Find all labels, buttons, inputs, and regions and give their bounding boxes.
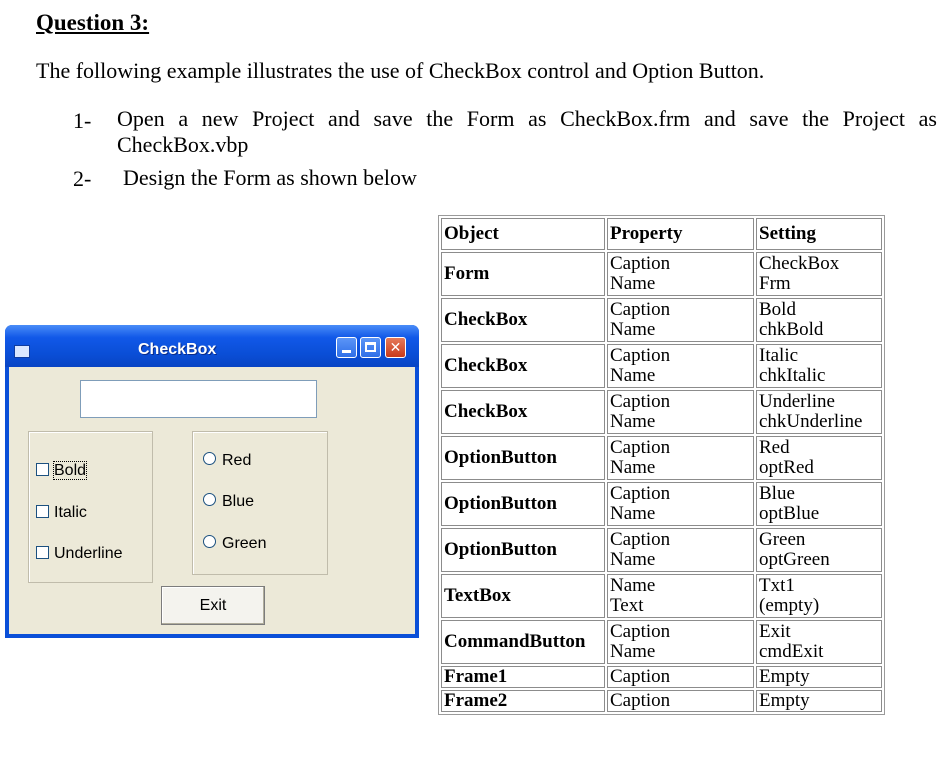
property-value: Name [610,641,656,662]
property-cell [607,620,754,664]
setting-value: optBlue [759,503,820,524]
setting-value: Empty [759,690,810,711]
form-icon [14,345,30,358]
setting-value: Underline [759,391,835,412]
step-text-continued: CheckBox.vbp [117,132,249,157]
setting-value: Italic [759,345,799,366]
property-cell [607,436,754,480]
property-cell [607,482,754,526]
property-cell [607,574,754,618]
setting-cell [756,666,882,688]
property-value: Name [610,273,656,294]
setting-value: Txt1 [759,575,795,596]
property-value: Name [610,457,656,478]
minimize-icon [342,350,351,353]
setting-value: Red [759,437,790,458]
table-row [441,690,882,712]
setting-value: (empty) [759,595,820,616]
object-cell: Frame1 [441,666,605,688]
maximize-icon [365,342,376,352]
header-setting: Setting [756,218,882,250]
object-cell: CommandButton [441,620,605,664]
setting-cell [756,436,882,480]
property-value: Caption [610,437,671,458]
property-value: Caption [610,391,671,412]
bold-checkbox-label: Bold [54,462,87,479]
table-row [441,482,882,526]
setting-value: chkBold [759,319,824,340]
property-cell [607,528,754,572]
property-value: Caption [610,345,671,366]
property-value: Name [610,365,656,386]
property-value: Caption [610,483,671,504]
setting-value: optRed [759,457,814,478]
bold-checkbox[interactable] [36,462,86,480]
property-cell [607,252,754,296]
form-client-area [9,367,415,634]
property-value: Name [610,575,656,596]
setting-value: chkUnderline [759,411,863,432]
property-value: Name [610,503,656,524]
question-title: Question 3: [36,10,150,35]
setting-value: Exit [759,621,791,642]
close-button[interactable] [385,337,406,358]
italic-checkbox-label: Italic [54,504,87,521]
green-option-label: Green [222,535,267,552]
property-cell [607,390,754,434]
property-table [438,215,885,715]
setting-value: chkItalic [759,365,826,386]
setting-cell [756,574,882,618]
table-row [441,574,882,618]
header-object: Object [441,218,605,250]
underline-checkbox[interactable] [36,545,122,563]
object-cell: CheckBox [441,298,605,342]
property-value: Caption [610,621,671,642]
underline-checkbox-label: Underline [54,545,123,562]
window-title: CheckBox [138,341,217,358]
green-option[interactable] [203,535,266,553]
property-value: Caption [610,253,671,274]
setting-cell [756,390,882,434]
table-row [441,620,882,664]
object-cell: Frame2 [441,690,605,712]
checkbox-box [36,546,49,559]
setting-value: Empty [759,666,810,687]
setting-value: Bold [759,299,796,320]
window-title-bar[interactable] [5,325,419,367]
table-row [441,436,882,480]
maximize-button[interactable] [360,337,381,358]
step-number: 2- [73,166,92,191]
property-value: Name [610,411,656,432]
object-cell: TextBox [441,574,605,618]
setting-value: Frm [759,273,791,294]
setting-cell [756,690,882,712]
intro-text: The following example illustrates the use of CheckBox control and Option Button. [36,58,765,83]
step-number: 1- [73,108,92,133]
property-cell [607,666,754,688]
radio-circle [203,452,216,465]
checkbox-box [36,505,49,518]
object-cell: CheckBox [441,390,605,434]
text-input[interactable] [80,380,317,418]
table-row [441,344,882,388]
minimize-button[interactable] [336,337,357,358]
object-cell: CheckBox [441,344,605,388]
object-cell: OptionButton [441,482,605,526]
property-cell [607,344,754,388]
italic-checkbox[interactable] [36,504,87,522]
table-header-row [441,218,882,250]
table-row [441,298,882,342]
close-icon: ✕ [389,340,402,356]
header-property: Property [607,218,754,250]
table-row [441,666,882,688]
setting-value: Blue [759,483,795,504]
property-cell [607,298,754,342]
table-row [441,252,882,296]
setting-cell [756,620,882,664]
step-text: Open a new Project and save the Form as CheckBox.frm and save the Project as [117,106,937,131]
checkbox-box [36,463,49,476]
red-option-label: Red [222,452,252,469]
object-cell: Form [441,252,605,296]
form-window-screenshot [5,325,419,638]
setting-value: optGreen [759,549,830,570]
setting-value: Green [759,529,806,550]
setting-cell [756,482,882,526]
setting-value: cmdExit [759,641,824,662]
property-value: Text [610,595,644,616]
red-option[interactable] [203,452,251,470]
object-cell: OptionButton [441,528,605,572]
setting-cell [756,528,882,572]
radio-circle [203,535,216,548]
radio-circle [203,493,216,506]
setting-cell [756,252,882,296]
table-row [441,528,882,572]
setting-cell [756,344,882,388]
blue-option[interactable] [203,493,254,511]
property-value: Caption [610,666,671,687]
exit-button[interactable]: Exit [161,586,265,625]
property-value: Name [610,319,656,340]
setting-cell [756,298,882,342]
property-value: Caption [610,529,671,550]
object-cell: OptionButton [441,436,605,480]
blue-option-label: Blue [222,493,255,510]
step-text: Design the Form as shown below [123,165,417,190]
property-value: Caption [610,299,671,320]
table-row [441,390,882,434]
property-cell [607,690,754,712]
property-value: Caption [610,690,671,711]
setting-value: CheckBox [759,253,840,274]
property-value: Name [610,549,656,570]
